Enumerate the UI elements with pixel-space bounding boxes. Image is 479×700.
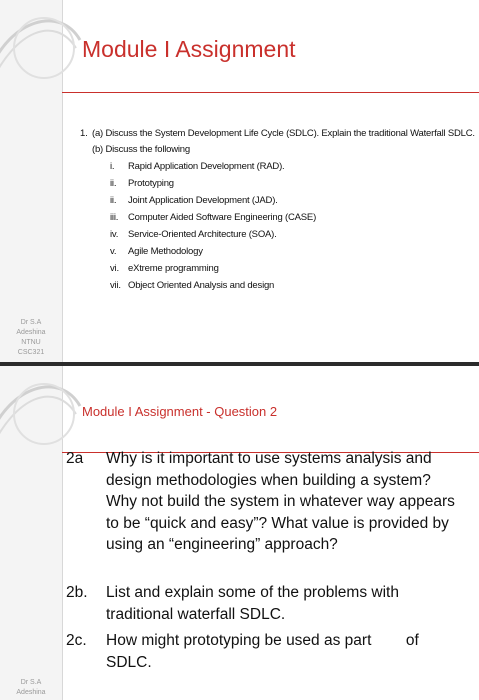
- question-text: Why is it important to use systems analysis and design methodologies when building a system? Why not build the system in whatever way appears to be “quick and easy”? What value is provided by using an “engineering” approach?: [106, 450, 455, 553]
- question-text: How might prototyping be used as part of SDLC.: [106, 632, 424, 671]
- list-item: Agile Methodology: [128, 246, 203, 257]
- list-item: Prototyping: [128, 178, 174, 189]
- list-item-number: iii.: [110, 212, 119, 223]
- question-number: 1.: [80, 128, 88, 139]
- question-1a: (a) Discuss the System Development Life Cycle (SDLC). Explain the traditional Waterfall SDLC.: [92, 128, 475, 139]
- slide-title: Module I Assignment - Question 2: [82, 404, 278, 419]
- question-number: 2c.: [66, 632, 87, 649]
- question-number: 2b.: [66, 584, 88, 601]
- author-line: Adeshina: [16, 689, 46, 696]
- list-item-number: vii.: [110, 280, 121, 291]
- question-1b: (b) Discuss the following: [92, 144, 190, 155]
- list-item: Joint Application Development (JAD).: [128, 195, 278, 206]
- list-item-number: v.: [110, 246, 117, 257]
- list-item-number: ii.: [110, 195, 117, 206]
- author-line: NTNU: [21, 339, 41, 346]
- author-credit: [0, 318, 62, 358]
- list-item: Rapid Application Development (RAD).: [128, 161, 285, 172]
- author-line: CSC321: [17, 349, 45, 356]
- author-credit: [0, 678, 62, 698]
- title-divider: [62, 92, 479, 93]
- list-item-number: i.: [110, 161, 115, 172]
- author-line: Dr S.A: [20, 319, 42, 326]
- list-item-number: vi.: [110, 263, 119, 274]
- author-line: Adeshina: [16, 329, 46, 336]
- list-item: Object Oriented Analysis and design: [128, 280, 275, 291]
- list-item-number: ii.: [110, 178, 117, 189]
- author-line: Dr S.A: [20, 679, 42, 686]
- slide-2: [0, 366, 479, 700]
- question-number: 2a: [66, 450, 84, 467]
- slide-title: Module I Assignment: [82, 36, 296, 62]
- list-item: Service-Oriented Architecture (SOA).: [128, 229, 277, 240]
- list-item-number: iv.: [110, 229, 119, 240]
- list-item: Computer Aided Software Engineering (CASE): [128, 212, 317, 223]
- question-text: List and explain some of the problems with traditional waterfall SDLC.: [106, 584, 399, 623]
- list-item: eXtreme programming: [128, 263, 219, 274]
- swirl-decoration-icon: [0, 0, 90, 100]
